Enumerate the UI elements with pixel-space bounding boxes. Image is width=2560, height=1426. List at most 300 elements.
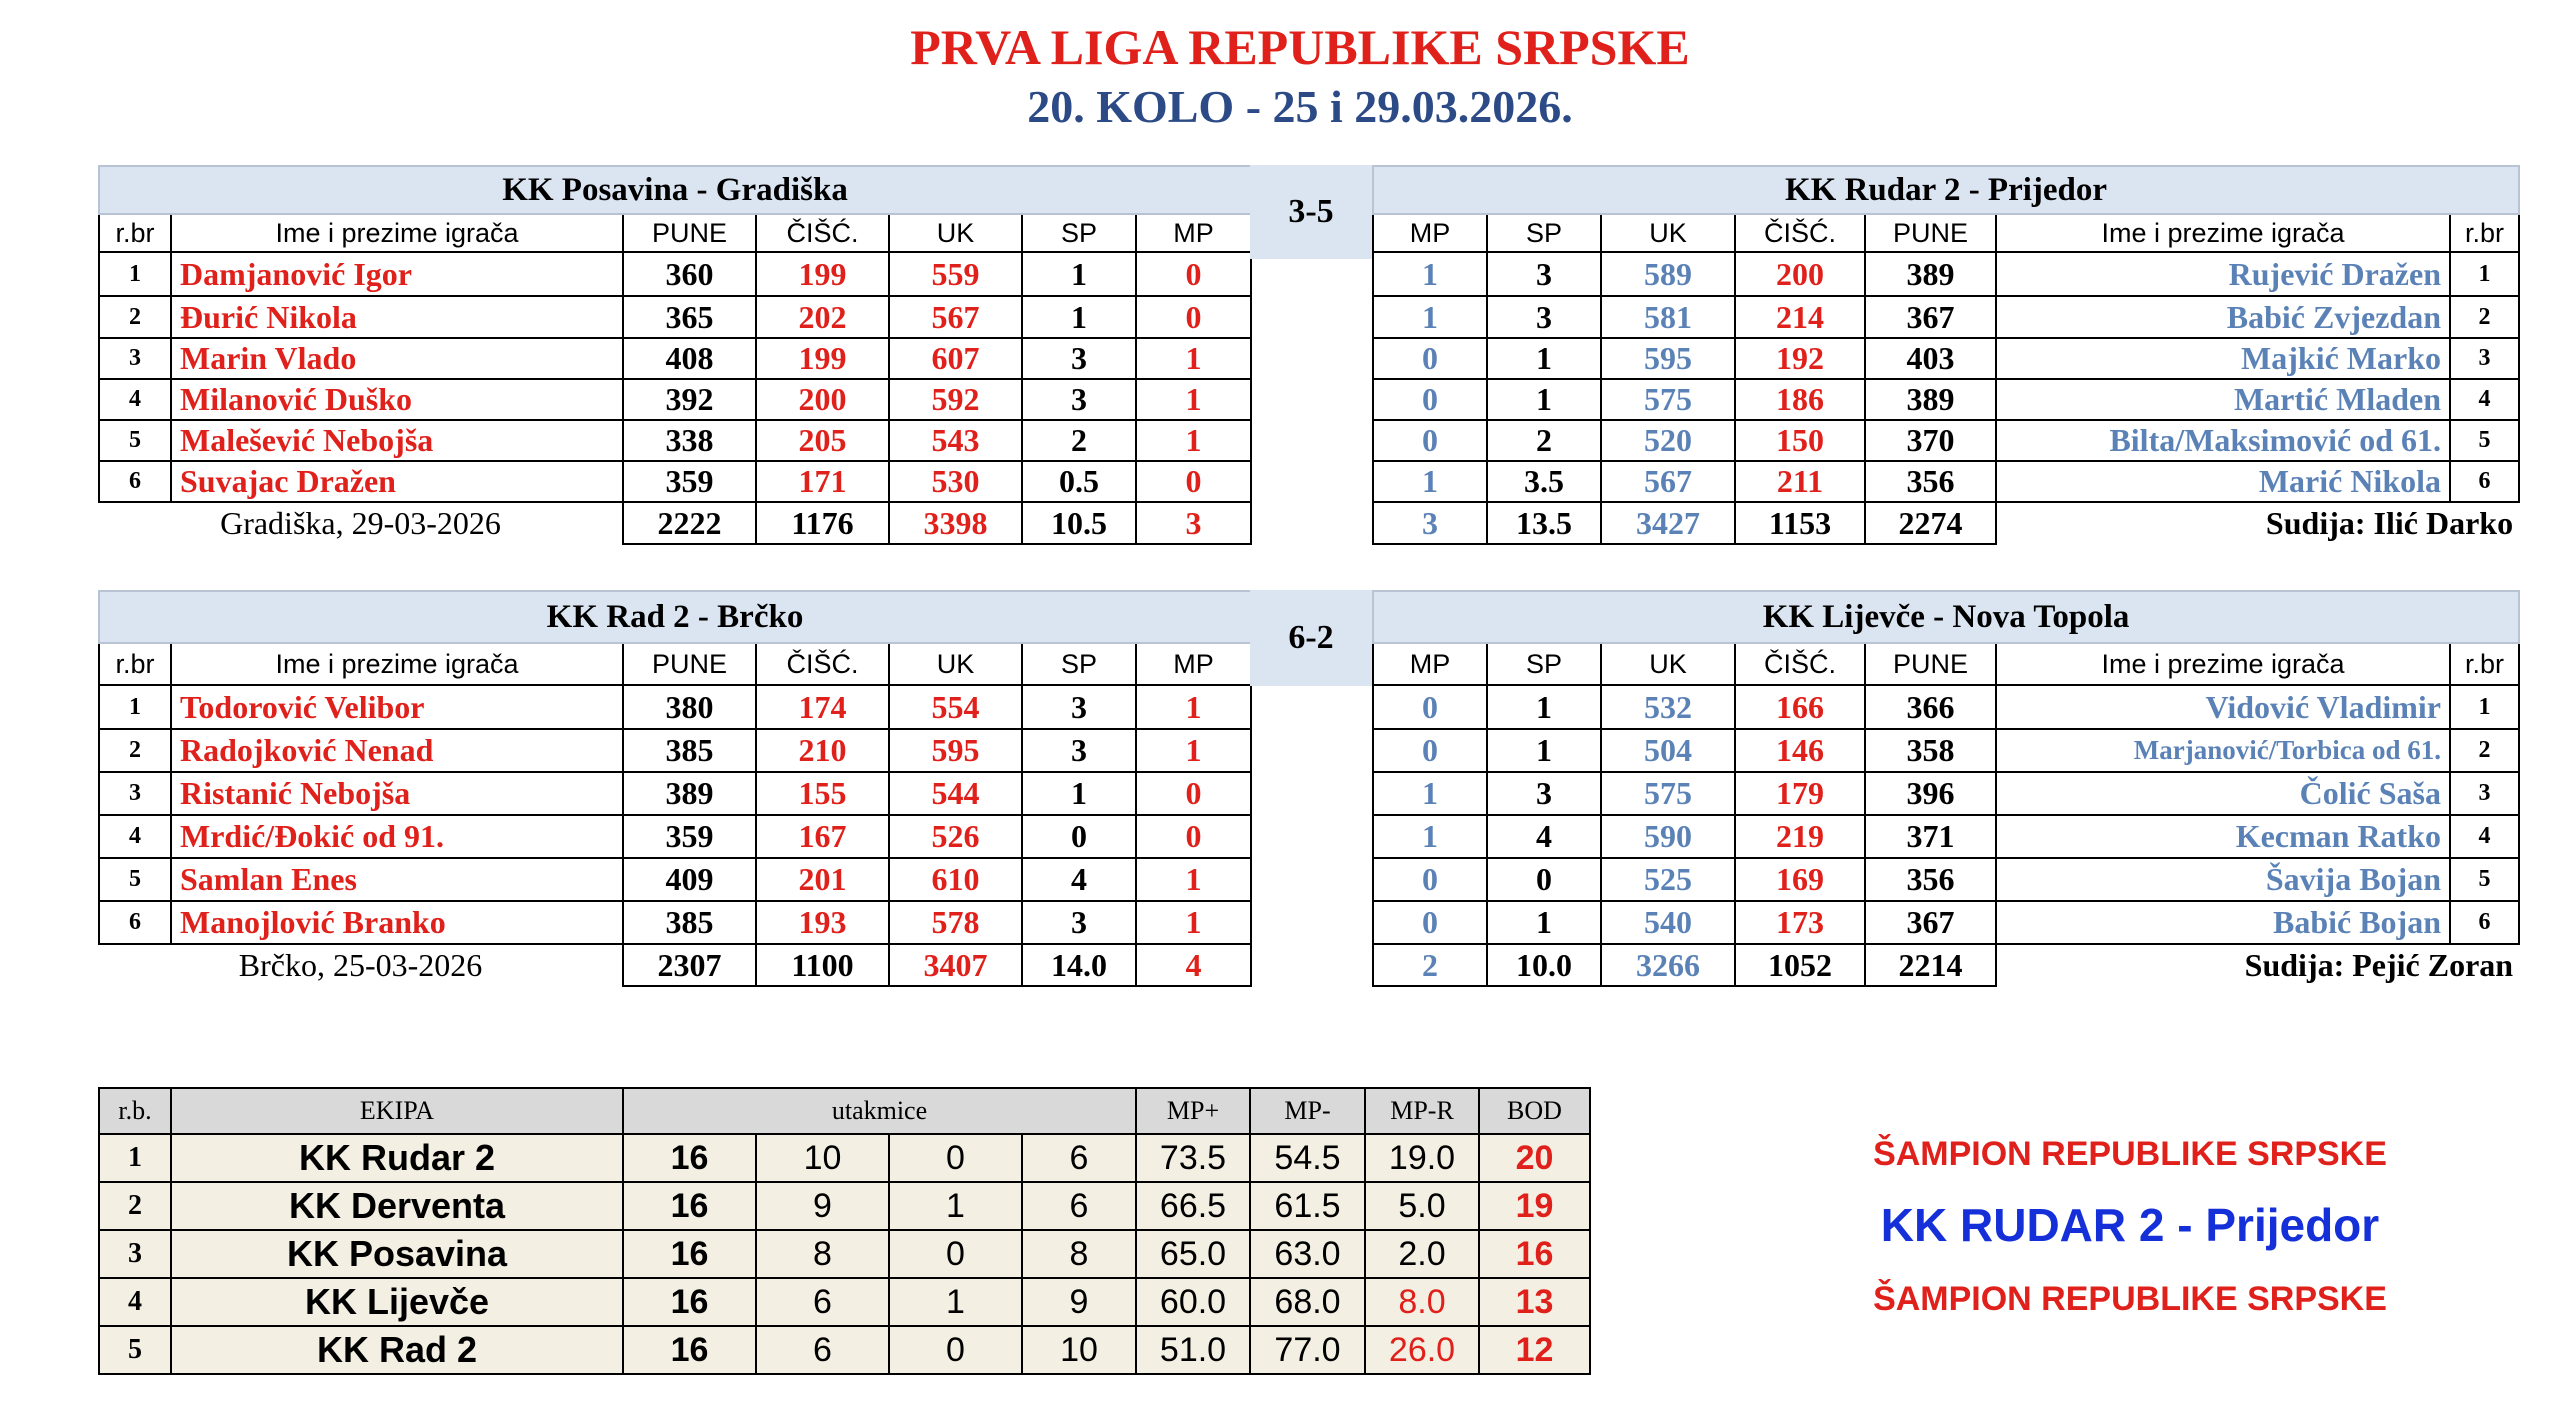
player-row: [1373, 420, 2519, 461]
player-mp: 0: [1136, 461, 1251, 502]
col-name: Ime i prezime igrača: [1996, 214, 2450, 252]
player-pune: 389: [1865, 252, 1996, 296]
player-name: Damjanović Igor: [171, 252, 623, 296]
col-pune: PUNE: [623, 214, 756, 252]
player-row: [1373, 858, 2519, 901]
player-sp: 0.5: [1022, 461, 1136, 502]
player-row: [1373, 772, 2519, 815]
player-name: Marić Nikola: [1996, 461, 2450, 502]
standings-gp: 16: [623, 1230, 756, 1278]
player-mp: 1: [1373, 461, 1487, 502]
player-pune: 356: [1865, 461, 1996, 502]
col-rbr: r.br: [2450, 214, 2519, 252]
player-cisc: 211: [1735, 461, 1865, 502]
match2-away-table: [1372, 590, 2520, 987]
player-pune: 389: [623, 772, 756, 815]
player-rb: 1: [99, 685, 171, 729]
player-mp: 0: [1373, 729, 1487, 772]
player-pune: 385: [623, 901, 756, 944]
player-uk: 567: [1601, 461, 1735, 502]
player-name: Suvajac Dražen: [171, 461, 623, 502]
player-cisc: 214: [1735, 296, 1865, 338]
player-rb: 6: [99, 461, 171, 502]
player-name: Ristanić Nebojša: [171, 772, 623, 815]
standings-rb: 4: [99, 1278, 171, 1326]
player-sp: 3: [1487, 772, 1601, 815]
total-cisc: 1176: [756, 502, 889, 544]
total-pune: 2307: [623, 944, 756, 986]
col-pune: PUNE: [623, 643, 756, 685]
player-uk: 520: [1601, 420, 1735, 461]
standings-l: 6: [1022, 1134, 1136, 1182]
player-pune: 392: [623, 379, 756, 420]
champion-line-bottom: ŠAMPION REPUBLIKE SRPSKE: [1873, 1280, 2387, 1318]
player-name: Martić Mladen: [1996, 379, 2450, 420]
player-row: [99, 296, 1251, 338]
standings-l: 10: [1022, 1326, 1136, 1374]
standings-mp-r: 8.0: [1365, 1278, 1479, 1326]
player-rb: 6: [99, 901, 171, 944]
standings-team: KK Rudar 2: [171, 1134, 623, 1182]
player-mp: 1: [1136, 685, 1251, 729]
player-row: [1373, 815, 2519, 858]
player-sp: 1: [1487, 338, 1601, 379]
total-pune: 2274: [1865, 502, 1996, 544]
player-name: Rujević Dražen: [1996, 252, 2450, 296]
player-pune: 338: [623, 420, 756, 461]
match-judge: Sudija: Pejić Zoran: [2244, 947, 2514, 983]
col-uk: UK: [889, 214, 1022, 252]
player-rb: 4: [99, 379, 171, 420]
standings-mp-r: 5.0: [1365, 1182, 1479, 1230]
standings-mp-minus: 61.5: [1250, 1182, 1365, 1230]
player-uk: 567: [889, 296, 1022, 338]
standings-col-mp-r: MP-R: [1365, 1088, 1479, 1134]
player-sp: 3: [1022, 685, 1136, 729]
player-cisc: 186: [1735, 379, 1865, 420]
standings-gp: 16: [623, 1278, 756, 1326]
player-cisc: 219: [1735, 815, 1865, 858]
player-uk: 581: [1601, 296, 1735, 338]
standings-table: [98, 1087, 1591, 1375]
standings-w: 10: [756, 1134, 889, 1182]
player-uk: 575: [1601, 379, 1735, 420]
player-row: [99, 772, 1251, 815]
standings-col-rb: r.b.: [99, 1088, 171, 1134]
player-row: [99, 685, 1251, 729]
player-name: Todorović Velibor: [171, 685, 623, 729]
standings-gp: 16: [623, 1326, 756, 1374]
standings-team: KK Derventa: [171, 1182, 623, 1230]
player-mp: 0: [1136, 296, 1251, 338]
standings-d: 0: [889, 1230, 1022, 1278]
col-cisc: ČIŠĆ.: [756, 643, 889, 685]
player-name: Samlan Enes: [171, 858, 623, 901]
standings-l: 9: [1022, 1278, 1136, 1326]
totals-row: [1373, 944, 2519, 986]
player-name: Kecman Ratko: [1996, 815, 2450, 858]
player-row: [99, 338, 1251, 379]
player-name: Babić Bojan: [1996, 901, 2450, 944]
match1-away-table: [1372, 165, 2520, 545]
standings-rb: 5: [99, 1326, 171, 1374]
col-mp: MP: [1136, 214, 1251, 252]
player-sp: 2: [1487, 420, 1601, 461]
match2-home-team: KK Rad 2 - Brčko: [99, 591, 1251, 643]
player-pune: 367: [1865, 296, 1996, 338]
player-mp: 1: [1136, 901, 1251, 944]
standings-mp-minus: 77.0: [1250, 1326, 1365, 1374]
player-uk: 530: [889, 461, 1022, 502]
player-name: Milanović Duško: [171, 379, 623, 420]
player-cisc: 173: [1735, 901, 1865, 944]
standings-w: 6: [756, 1326, 889, 1374]
standings-bod: 20: [1479, 1134, 1590, 1182]
col-sp: SP: [1487, 214, 1601, 252]
standings-mp-r: 19.0: [1365, 1134, 1479, 1182]
player-uk: 544: [889, 772, 1022, 815]
standings-col-mp-plus: MP+: [1136, 1088, 1250, 1134]
player-name: Đurić Nikola: [171, 296, 623, 338]
col-cisc: ČIŠĆ.: [1735, 643, 1865, 685]
standings-bod: 16: [1479, 1230, 1590, 1278]
player-sp: 4: [1022, 858, 1136, 901]
col-pune: PUNE: [1865, 214, 1996, 252]
standings-mp-plus: 65.0: [1136, 1230, 1250, 1278]
player-pune: 385: [623, 729, 756, 772]
player-uk: 610: [889, 858, 1022, 901]
player-sp: 3: [1022, 729, 1136, 772]
player-mp: 1: [1373, 252, 1487, 296]
player-name: Babić Zvjezdan: [1996, 296, 2450, 338]
player-cisc: 155: [756, 772, 889, 815]
total-sp: 14.0: [1022, 944, 1136, 986]
col-mp: MP: [1373, 214, 1487, 252]
player-row: [1373, 685, 2519, 729]
col-rbr: r.br: [99, 214, 171, 252]
standings-mp-plus: 66.5: [1136, 1182, 1250, 1230]
champion-team: KK RUDAR 2 - Prijedor: [1880, 1199, 2380, 1251]
player-rb: 5: [99, 420, 171, 461]
player-uk: 540: [1601, 901, 1735, 944]
player-cisc: 193: [756, 901, 889, 944]
player-name: Majkić Marko: [1996, 338, 2450, 379]
col-cisc: ČIŠĆ.: [1735, 214, 1865, 252]
player-rb: 2: [99, 729, 171, 772]
match1-home-table: [98, 165, 1252, 545]
player-pune: 396: [1865, 772, 1996, 815]
player-rb: 3: [99, 338, 171, 379]
total-mp: 4: [1136, 944, 1251, 986]
player-cisc: 166: [1735, 685, 1865, 729]
col-cisc: ČIŠĆ.: [756, 214, 889, 252]
match-place-date: Brčko, 25-03-2026: [238, 947, 483, 983]
player-mp: 0: [1373, 338, 1487, 379]
total-cisc: 1052: [1735, 944, 1865, 986]
totals-row: [1373, 502, 2519, 544]
standings-l: 6: [1022, 1182, 1136, 1230]
standings-mp-r: 26.0: [1365, 1326, 1479, 1374]
standings-bod: 13: [1479, 1278, 1590, 1326]
player-sp: 0: [1487, 858, 1601, 901]
total-sp: 13.5: [1487, 502, 1601, 544]
player-cisc: 150: [1735, 420, 1865, 461]
player-cisc: 167: [756, 815, 889, 858]
col-sp: SP: [1487, 643, 1601, 685]
player-rb: 1: [2450, 685, 2519, 729]
col-name: Ime i prezime igrača: [171, 214, 623, 252]
player-cisc: 179: [1735, 772, 1865, 815]
player-uk: 559: [889, 252, 1022, 296]
player-cisc: 174: [756, 685, 889, 729]
player-rb: 3: [2450, 772, 2519, 815]
player-rb: 1: [2450, 252, 2519, 296]
standings-row: [99, 1230, 1590, 1278]
standings-team: KK Rad 2: [171, 1326, 623, 1374]
player-mp: 0: [1373, 379, 1487, 420]
standings-l: 8: [1022, 1230, 1136, 1278]
player-row: [99, 858, 1251, 901]
standings-d: 1: [889, 1278, 1022, 1326]
player-pune: 371: [1865, 815, 1996, 858]
player-rb: 2: [2450, 729, 2519, 772]
player-uk: 504: [1601, 729, 1735, 772]
col-name: Ime i prezime igrača: [1996, 643, 2450, 685]
match-judge: Sudija: Ilić Darko: [2265, 505, 2514, 541]
player-cisc: 210: [756, 729, 889, 772]
total-mp: 2: [1373, 944, 1487, 986]
player-name: Šavija Bojan: [1996, 858, 2450, 901]
player-mp: 1: [1136, 379, 1251, 420]
total-cisc: 1100: [756, 944, 889, 986]
player-mp: 0: [1373, 858, 1487, 901]
player-pune: 360: [623, 252, 756, 296]
player-uk: 525: [1601, 858, 1735, 901]
col-sp: SP: [1022, 643, 1136, 685]
player-cisc: 146: [1735, 729, 1865, 772]
player-cisc: 200: [1735, 252, 1865, 296]
player-rb: 6: [2450, 461, 2519, 502]
standings-w: 9: [756, 1182, 889, 1230]
player-uk: 590: [1601, 815, 1735, 858]
total-uk: 3398: [889, 502, 1022, 544]
total-mp: 3: [1136, 502, 1251, 544]
player-cisc: 202: [756, 296, 889, 338]
player-sp: 3: [1022, 379, 1136, 420]
player-row: [99, 901, 1251, 944]
player-uk: 554: [889, 685, 1022, 729]
standings-w: 6: [756, 1278, 889, 1326]
col-uk: UK: [889, 643, 1022, 685]
total-uk: 3407: [889, 944, 1022, 986]
player-mp: 0: [1373, 420, 1487, 461]
total-sp: 10.0: [1487, 944, 1601, 986]
standings-gp: 16: [623, 1134, 756, 1182]
standings-col-team: EKIPA: [171, 1088, 623, 1134]
player-name: Marjanović/Torbica od 61.: [1996, 729, 2450, 772]
standings-w: 8: [756, 1230, 889, 1278]
player-pune: 367: [1865, 901, 1996, 944]
player-pune: 366: [1865, 685, 1996, 729]
player-rb: 3: [99, 772, 171, 815]
player-rb: 4: [2450, 379, 2519, 420]
player-mp: 1: [1136, 338, 1251, 379]
player-pune: 403: [1865, 338, 1996, 379]
col-uk: UK: [1601, 214, 1735, 252]
player-row: [99, 461, 1251, 502]
player-mp: 1: [1373, 772, 1487, 815]
player-row: [1373, 296, 2519, 338]
player-sp: 3: [1022, 338, 1136, 379]
match-place-date: Gradiška, 29-03-2026: [220, 505, 501, 541]
player-row: [1373, 461, 2519, 502]
player-sp: 1: [1487, 901, 1601, 944]
player-pune: 409: [623, 858, 756, 901]
match1-home-team: KK Posavina - Gradiška: [99, 166, 1251, 214]
totals-row: [99, 502, 1251, 544]
player-uk: 543: [889, 420, 1022, 461]
player-rb: 3: [2450, 338, 2519, 379]
standings-team: KK Posavina: [171, 1230, 623, 1278]
standings-row: [99, 1278, 1590, 1326]
player-uk: 595: [1601, 338, 1735, 379]
standings-rb: 3: [99, 1230, 171, 1278]
player-uk: 607: [889, 338, 1022, 379]
player-mp: 1: [1136, 729, 1251, 772]
standings-mp-plus: 60.0: [1136, 1278, 1250, 1326]
player-pune: 408: [623, 338, 756, 379]
player-uk: 532: [1601, 685, 1735, 729]
standings-mp-r: 2.0: [1365, 1230, 1479, 1278]
player-row: [99, 252, 1251, 296]
player-pune: 380: [623, 685, 756, 729]
page-title: PRVA LIGA REPUBLIKE SRPSKE: [910, 19, 1690, 75]
player-mp: 0: [1136, 815, 1251, 858]
player-rb: 2: [99, 296, 171, 338]
player-uk: 526: [889, 815, 1022, 858]
col-rbr: r.br: [2450, 643, 2519, 685]
standings-bod: 19: [1479, 1182, 1590, 1230]
player-row: [1373, 252, 2519, 296]
match2-away-team: KK Lijevče - Nova Topola: [1373, 591, 2519, 643]
player-uk: 589: [1601, 252, 1735, 296]
player-rb: 4: [99, 815, 171, 858]
standings-mp-minus: 68.0: [1250, 1278, 1365, 1326]
match1-result: 3-5: [1250, 165, 1372, 259]
standings-rb: 1: [99, 1134, 171, 1182]
player-pune: 370: [1865, 420, 1996, 461]
player-name: Mrdić/Đokić od 91.: [171, 815, 623, 858]
player-pune: 359: [623, 461, 756, 502]
player-row: [99, 729, 1251, 772]
col-uk: UK: [1601, 643, 1735, 685]
player-cisc: 169: [1735, 858, 1865, 901]
player-cisc: 201: [756, 858, 889, 901]
standings-bod: 12: [1479, 1326, 1590, 1374]
totals-row: [99, 944, 1251, 986]
total-mp: 3: [1373, 502, 1487, 544]
player-cisc: 192: [1735, 338, 1865, 379]
player-sp: 1: [1487, 685, 1601, 729]
player-pune: 389: [1865, 379, 1996, 420]
standings-d: 0: [889, 1134, 1022, 1182]
player-mp: 0: [1373, 901, 1487, 944]
player-name: Vidović Vladimir: [1996, 685, 2450, 729]
player-rb: 6: [2450, 901, 2519, 944]
total-uk: 3266: [1601, 944, 1735, 986]
player-name: Radojković Nenad: [171, 729, 623, 772]
standings-mp-plus: 73.5: [1136, 1134, 1250, 1182]
col-sp: SP: [1022, 214, 1136, 252]
player-mp: 0: [1373, 685, 1487, 729]
player-pune: 359: [623, 815, 756, 858]
player-row: [99, 420, 1251, 461]
page-subtitle: 20. KOLO - 25 i 29.03.2026.: [1027, 81, 1573, 132]
standings-d: 1: [889, 1182, 1022, 1230]
col-mp: MP: [1136, 643, 1251, 685]
player-uk: 595: [889, 729, 1022, 772]
standings-mp-minus: 54.5: [1250, 1134, 1365, 1182]
player-uk: 575: [1601, 772, 1735, 815]
match2-result: 6-2: [1250, 590, 1372, 686]
player-mp: 0: [1136, 252, 1251, 296]
col-rbr: r.br: [99, 643, 171, 685]
col-name: Ime i prezime igrača: [171, 643, 623, 685]
total-sp: 10.5: [1022, 502, 1136, 544]
standings-col-games: utakmice: [623, 1088, 1136, 1134]
player-name: Manojlović Branko: [171, 901, 623, 944]
player-rb: 1: [99, 252, 171, 296]
match1-away-team: KK Rudar 2 - Prijedor: [1373, 166, 2519, 214]
player-sp: 3: [1022, 901, 1136, 944]
champion-line-top: ŠAMPION REPUBLIKE SRPSKE: [1873, 1135, 2387, 1173]
standings-team: KK Lijevče: [171, 1278, 623, 1326]
player-uk: 578: [889, 901, 1022, 944]
player-cisc: 171: [756, 461, 889, 502]
player-mp: 1: [1136, 858, 1251, 901]
standings-gp: 16: [623, 1182, 756, 1230]
player-pune: 358: [1865, 729, 1996, 772]
player-cisc: 200: [756, 379, 889, 420]
player-mp: 1: [1373, 815, 1487, 858]
player-mp: 1: [1136, 420, 1251, 461]
standings-mp-plus: 51.0: [1136, 1326, 1250, 1374]
player-sp: 1: [1487, 379, 1601, 420]
player-rb: 4: [2450, 815, 2519, 858]
total-pune: 2222: [623, 502, 756, 544]
player-name: Malešević Nebojša: [171, 420, 623, 461]
player-rb: 5: [2450, 420, 2519, 461]
player-cisc: 199: [756, 252, 889, 296]
match2-home-table: [98, 590, 1252, 987]
total-pune: 2214: [1865, 944, 1996, 986]
player-sp: 1: [1022, 296, 1136, 338]
player-row: [99, 815, 1251, 858]
player-rb: 2: [2450, 296, 2519, 338]
standings-row: [99, 1326, 1590, 1374]
player-sp: 4: [1487, 815, 1601, 858]
standings-col-mp-minus: MP-: [1250, 1088, 1365, 1134]
player-name: Marin Vlado: [171, 338, 623, 379]
player-sp: 1: [1022, 252, 1136, 296]
player-row: [1373, 729, 2519, 772]
player-row: [1373, 379, 2519, 420]
col-pune: PUNE: [1865, 643, 1996, 685]
player-rb: 5: [2450, 858, 2519, 901]
player-cisc: 205: [756, 420, 889, 461]
player-sp: 1: [1022, 772, 1136, 815]
player-sp: 3.5: [1487, 461, 1601, 502]
